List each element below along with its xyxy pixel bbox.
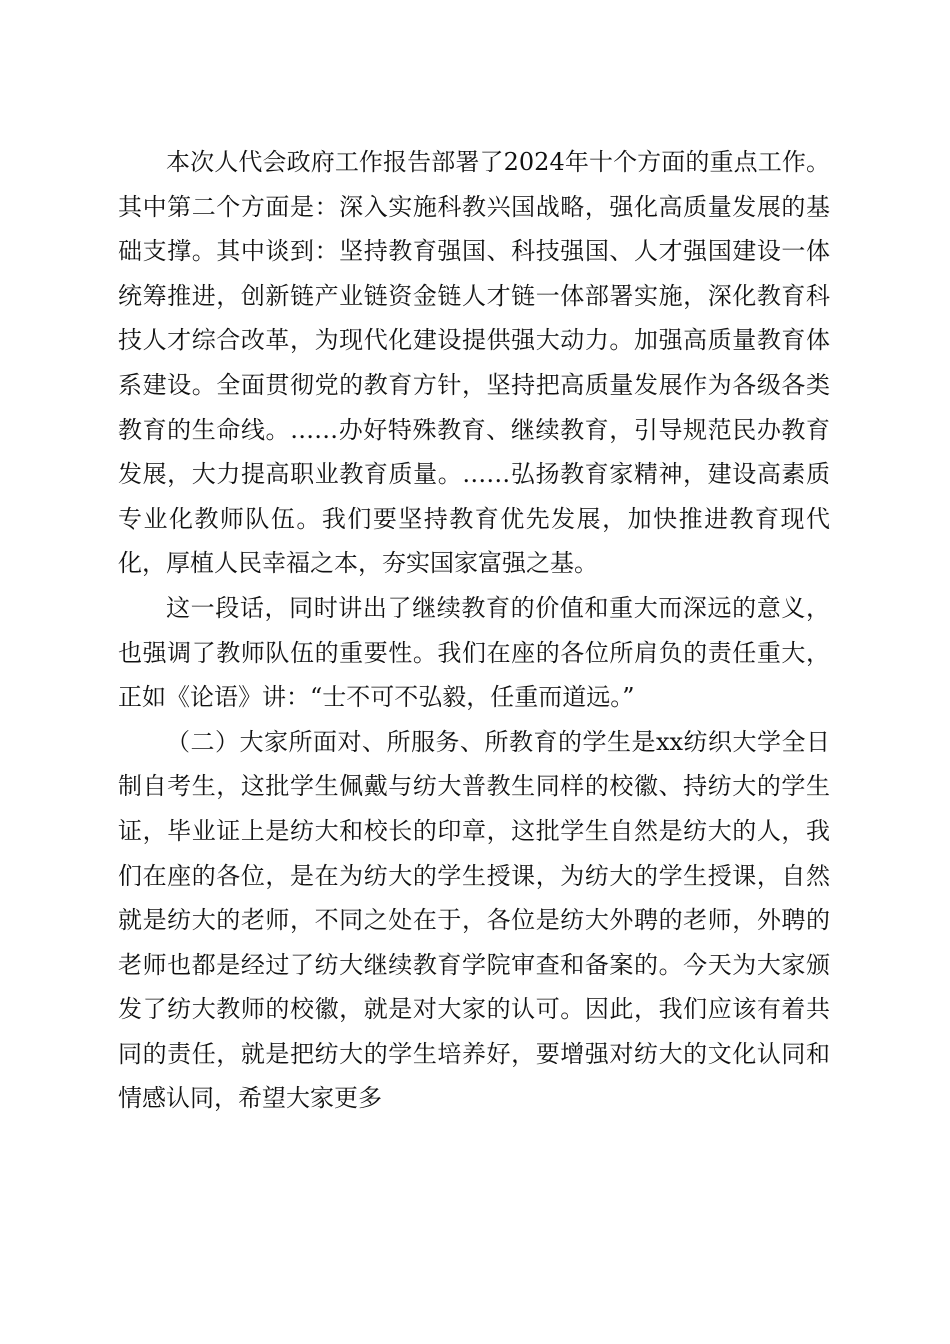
paragraph-government-report: 本次人代会政府工作报告部署了2024年十个方面的重点工作。其中第二个方面是：深入实施科教兴国战略，强化高质量发展的基础支撑。其中谈到：坚持教育强国、科技强国、人才强国建设一体统筹推进，创新链产业链资金链人才链一体部署实施，深化教育科技人才综合改革，为现代化建设提供强大动力。加强高质量教育体系建设。全面贯彻党的教育方针，坚持把高质量发展作为各级各类教育的生命线。……办好特殊教育、继续教育，引导规范民办教育发展，大力提高职业教育质量。……弘扬教育家精神，建设高素质专业化教师队伍。我们要坚持教育优先发展，加快推进教育现代化，厚植人民幸福之本，夯实国家富强之基。: [118, 148, 830, 578]
document-body: [118, 140, 830, 1121]
paragraph-section-two: （二）大家所面对、所服务、所教育的学生是xx纺织大学全日制自考生，这批学生佩戴与纺大普教生同样的校徽、持纺大的学生证，毕业证上是纺大和校长的印章，这批学生自然是纺大的人，我们在座的各位，是在为纺大的学生授课，为纺大的学生授课，自然就是纺大的老师，不同之处在于，各位是纺大外聘的老师，外聘的老师也都是经过了纺大继续教育学院审查和备案的。今天为大家颁发了纺大教师的校徽，就是对大家的认可。因此，我们应该有着共同的责任，就是把纺大的学生培养好，要增强对纺大的文化认同和情感认同，希望大家更多: [118, 727, 830, 1113]
paragraph-teacher-importance: 这一段话，同时讲出了继续教育的价值和重大而深远的意义，也强调了教师队伍的重要性。我们在座的各位所肩负的责任重大，正如《论语》讲：“士不可不弘毅，任重而道远。”: [118, 593, 830, 712]
